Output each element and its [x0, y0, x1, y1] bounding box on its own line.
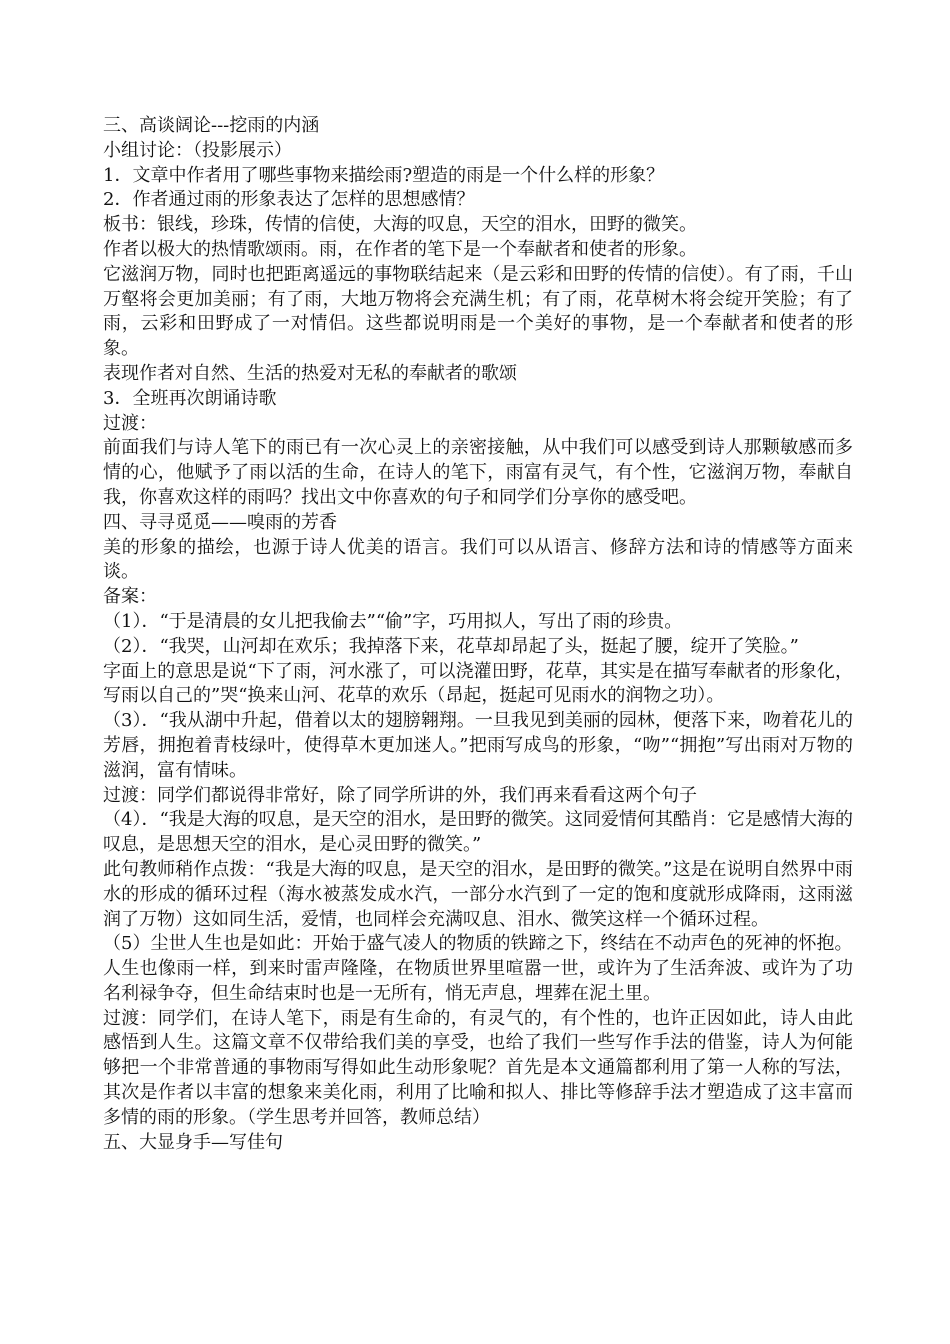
note-item-5: （5）尘世人生也是如此：开始于盛气凌人的物质的铁蹄之下，终结在不动声色的死神的怀抱。	[103, 933, 853, 955]
section-heading-5: 五、大显身手—写佳句	[103, 1131, 283, 1153]
paragraph-rain-praise: 作者以极大的热情歌颂雨。雨，在作者的笔下是一个奉献者和使者的形象。	[103, 238, 697, 260]
question-3: 3．全班再次朗诵诗歌	[103, 387, 277, 409]
note-item-2: （2）．“我哭，山河却在欢乐；我掉落下来，花草却昂起了头，挺起了腰，绽开了笑脸。”	[103, 635, 799, 657]
paragraph-life-like-rain: 人生也像雨一样，到来时雷声隆隆，在物质世界里喧嚣一世，或许为了生活奔波、或许为了功名利禄争夺，但生命结束时也是一无所有，悄无声息，埋葬在泥土里。	[103, 958, 853, 1004]
transition-label: 过渡：	[103, 412, 157, 434]
document-page	[103, 114, 853, 1155]
question-1: 1．文章中作者用了哪些事物来描绘雨?塑造的雨是一个什么样的形象？	[103, 164, 665, 186]
paragraph-transition-2: 过渡：同学们都说得非常好，除了同学所讲的外，我们再来看看这两个句子	[103, 784, 697, 806]
blackboard-notes: 板书：银线，珍珠，传情的信使，大海的叹息，天空的泪水，田野的微笑。	[103, 214, 697, 236]
paragraph-rain-nourish: 它滋润万物，同时也把距离遥远的事物联结起来（是云彩和田野的传情的信使）。有了雨，千山万壑将会更加美丽；有了雨，大地万物将会充满生机；有了雨，花草树木将会绽开笑脸；有了雨，云彩和田野成了一对情侣。这些都说明雨是一个美好的事物，是一个奉献者和使者的形象。	[103, 263, 853, 360]
note-item-4-explanation: 此句教师稍作点拨：“我是大海的叹息，是天空的泪水，是田野的微笑。”这是在说明自然界中雨水的形成的循环过程（海水被蒸发成水汽，一部分水汽到了一定的饱和度就形成降雨，这雨滋润了万物）这如同生活，爱情，也同样会充满叹息、泪水、微笑这样一个循环过程。	[103, 858, 853, 930]
note-item-4: （4）．“我是大海的叹息，是天空的泪水，是田野的微笑。这同爱情何其酷肖：它是感情大海的叹息，是思想天空的泪水，是心灵田野的微笑。”	[103, 809, 853, 856]
group-discussion-label: 小组讨论：（投影展示）	[103, 139, 292, 161]
paragraph-transition-1: 前面我们与诗人笔下的雨已有一次心灵上的亲密接触，从中我们可以感受到诗人那颗敏感而多情的心，他赋予了雨以活的生命，在诗人的笔下，雨富有灵气，有个性，它滋润万物，奉献自我，你喜欢这样的雨吗？找出文中你喜欢的句子和同学们分享你的感受吧。	[103, 437, 853, 508]
paragraph-language: 美的形象的描绘，也源于诗人优美的语言。我们可以从语言、修辞方法和诗的情感等方面来谈。	[103, 536, 853, 583]
note-item-1: （1）．“于是清晨的女儿把我偷去”“偷”字，巧用拟人，写出了雨的珍贵。	[103, 610, 683, 632]
question-2: 2．作者通过雨的形象表达了怎样的思想感情？	[103, 189, 475, 211]
section-heading-4: 四、寻寻觅觅——嗅雨的芳香	[103, 511, 337, 533]
notes-label: 备案：	[103, 586, 157, 608]
note-item-3: （3）．“我从湖中升起，借着以太的翅膀翱翔。一旦我见到美丽的园林，便落下来，吻着花儿的芳唇，拥抱着青枝绿叶，使得草木更加迷人。”把雨写成鸟的形象，“吻”“拥抱”写出雨对万物的滋润，富有情味。	[103, 710, 853, 781]
paragraph-theme: 表现作者对自然、生活的热爱对无私的奉献者的歌颂	[103, 362, 517, 384]
section-heading-3: 三、高谈阔论---挖雨的内涵	[103, 115, 320, 136]
note-item-2-explanation: 字面上的意思是说“下了雨，河水涨了，可以浇灌田野，花草，其实是在描写奉献者的形象化，写雨以自己的”哭“换来山河、花草的欢乐（昂起，挺起可见雨水的润物之功）。	[103, 660, 853, 707]
paragraph-transition-3: 过渡：同学们，在诗人笔下，雨是有生命的，有灵气的，有个性的，也许正因如此，诗人由此感悟到人生。这篇文章不仅带给我们美的享受，也给了我们一些写作手法的借鉴，诗人为何能够把一个非常普通的事物雨写得如此生动形象呢？首先是本文通篇都利用了第一人称的写法，其次是作者以丰富的想象来美化雨，利用了比喻和拟人、排比等修辞手法才塑造成了这丰富而多情的雨的形象。（学生思考并回答，教师总结）	[103, 1007, 853, 1128]
